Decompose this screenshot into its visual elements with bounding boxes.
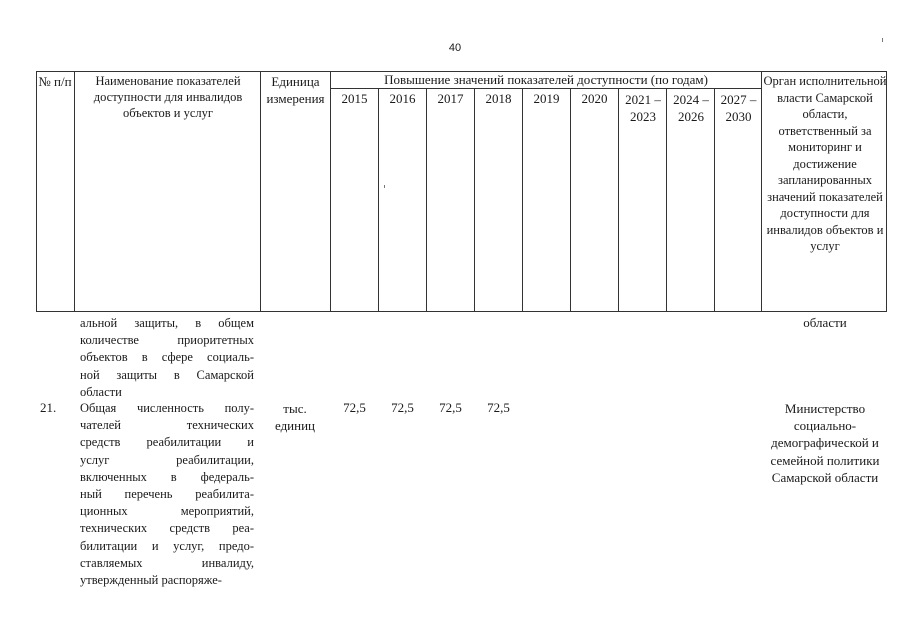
header-responsible-organ: Орган исполнительной власти Самарской области, ответственный за мониторинг и достижение запланированных значений показателей доступности для инвалидов объектов и услуг <box>763 74 887 253</box>
column-divider <box>570 88 571 312</box>
column-divider <box>330 71 331 312</box>
column-divider <box>74 71 75 312</box>
header-year: 2027 – 2030 <box>720 92 757 124</box>
text-line: включенных в федераль- <box>80 469 254 484</box>
prev-row-name-continuation <box>80 315 254 401</box>
header-year: 2021 – 2023 <box>625 92 661 124</box>
header-year: 2018 <box>485 91 512 106</box>
column-divider <box>260 71 261 312</box>
header-years-group: Повышение значений показателей доступности (по годам) <box>384 72 708 87</box>
text-line: билитации и услуг, предо- <box>80 538 254 553</box>
prev-row-organ-continuation: области <box>803 315 847 330</box>
text-line: области <box>80 384 122 399</box>
text-line: объектов в сфере социаль- <box>80 350 254 365</box>
text-line: ставляемых инвалиду, <box>80 555 254 570</box>
header-unit: Единица измерения <box>266 74 325 106</box>
column-divider <box>474 88 475 312</box>
row-responsible-organ: Министерство социально-демографической и семейной политики Самарской области <box>770 401 880 485</box>
row-value: 72,5 <box>391 400 414 415</box>
scan-speck <box>384 185 385 188</box>
header-year: 2024 – 2026 <box>673 92 709 124</box>
text-line: количестве приоритетных <box>80 333 254 348</box>
column-divider <box>522 88 523 312</box>
row-value: 72,5 <box>487 400 510 415</box>
column-divider <box>426 88 427 312</box>
text-line: Общая численность полу- <box>80 401 254 415</box>
text-line: ный перечень реабилита- <box>80 487 254 502</box>
header-year: 2015 <box>341 91 368 106</box>
page-number: 40 <box>448 42 462 54</box>
header-number: № п/п <box>38 74 72 89</box>
text-line: чателей технических <box>80 418 254 433</box>
header-year: 2016 <box>389 91 416 106</box>
text-line: технических средств реа- <box>80 521 254 536</box>
row-value: 72,5 <box>343 400 366 415</box>
column-divider <box>714 88 715 312</box>
text-line: альной защиты, в общем <box>80 316 254 330</box>
row-indicator-name <box>80 400 254 589</box>
column-divider <box>618 88 619 312</box>
text-line: ной защиты в Самарской <box>80 367 254 382</box>
column-divider <box>761 71 762 312</box>
header-year: 2020 <box>581 91 608 106</box>
row-number: 21. <box>40 400 57 415</box>
row-divider <box>330 88 761 89</box>
column-divider <box>378 88 379 312</box>
column-divider <box>666 88 667 312</box>
text-line: средств реабилитации и <box>80 435 254 450</box>
text-line: услуг реабилитации, <box>80 452 254 467</box>
scan-speck <box>882 38 883 42</box>
header-indicator-name: Наименование показателей доступности для инвалидов объектов и услуг <box>93 74 243 120</box>
text-line: утвержденный распоряже- <box>80 573 222 588</box>
row-value: 72,5 <box>439 400 462 415</box>
text-line: ционных мероприятий, <box>80 504 254 519</box>
header-year: 2017 <box>437 91 464 106</box>
row-unit: тыс. единиц <box>274 401 316 433</box>
header-year: 2019 <box>533 91 560 106</box>
